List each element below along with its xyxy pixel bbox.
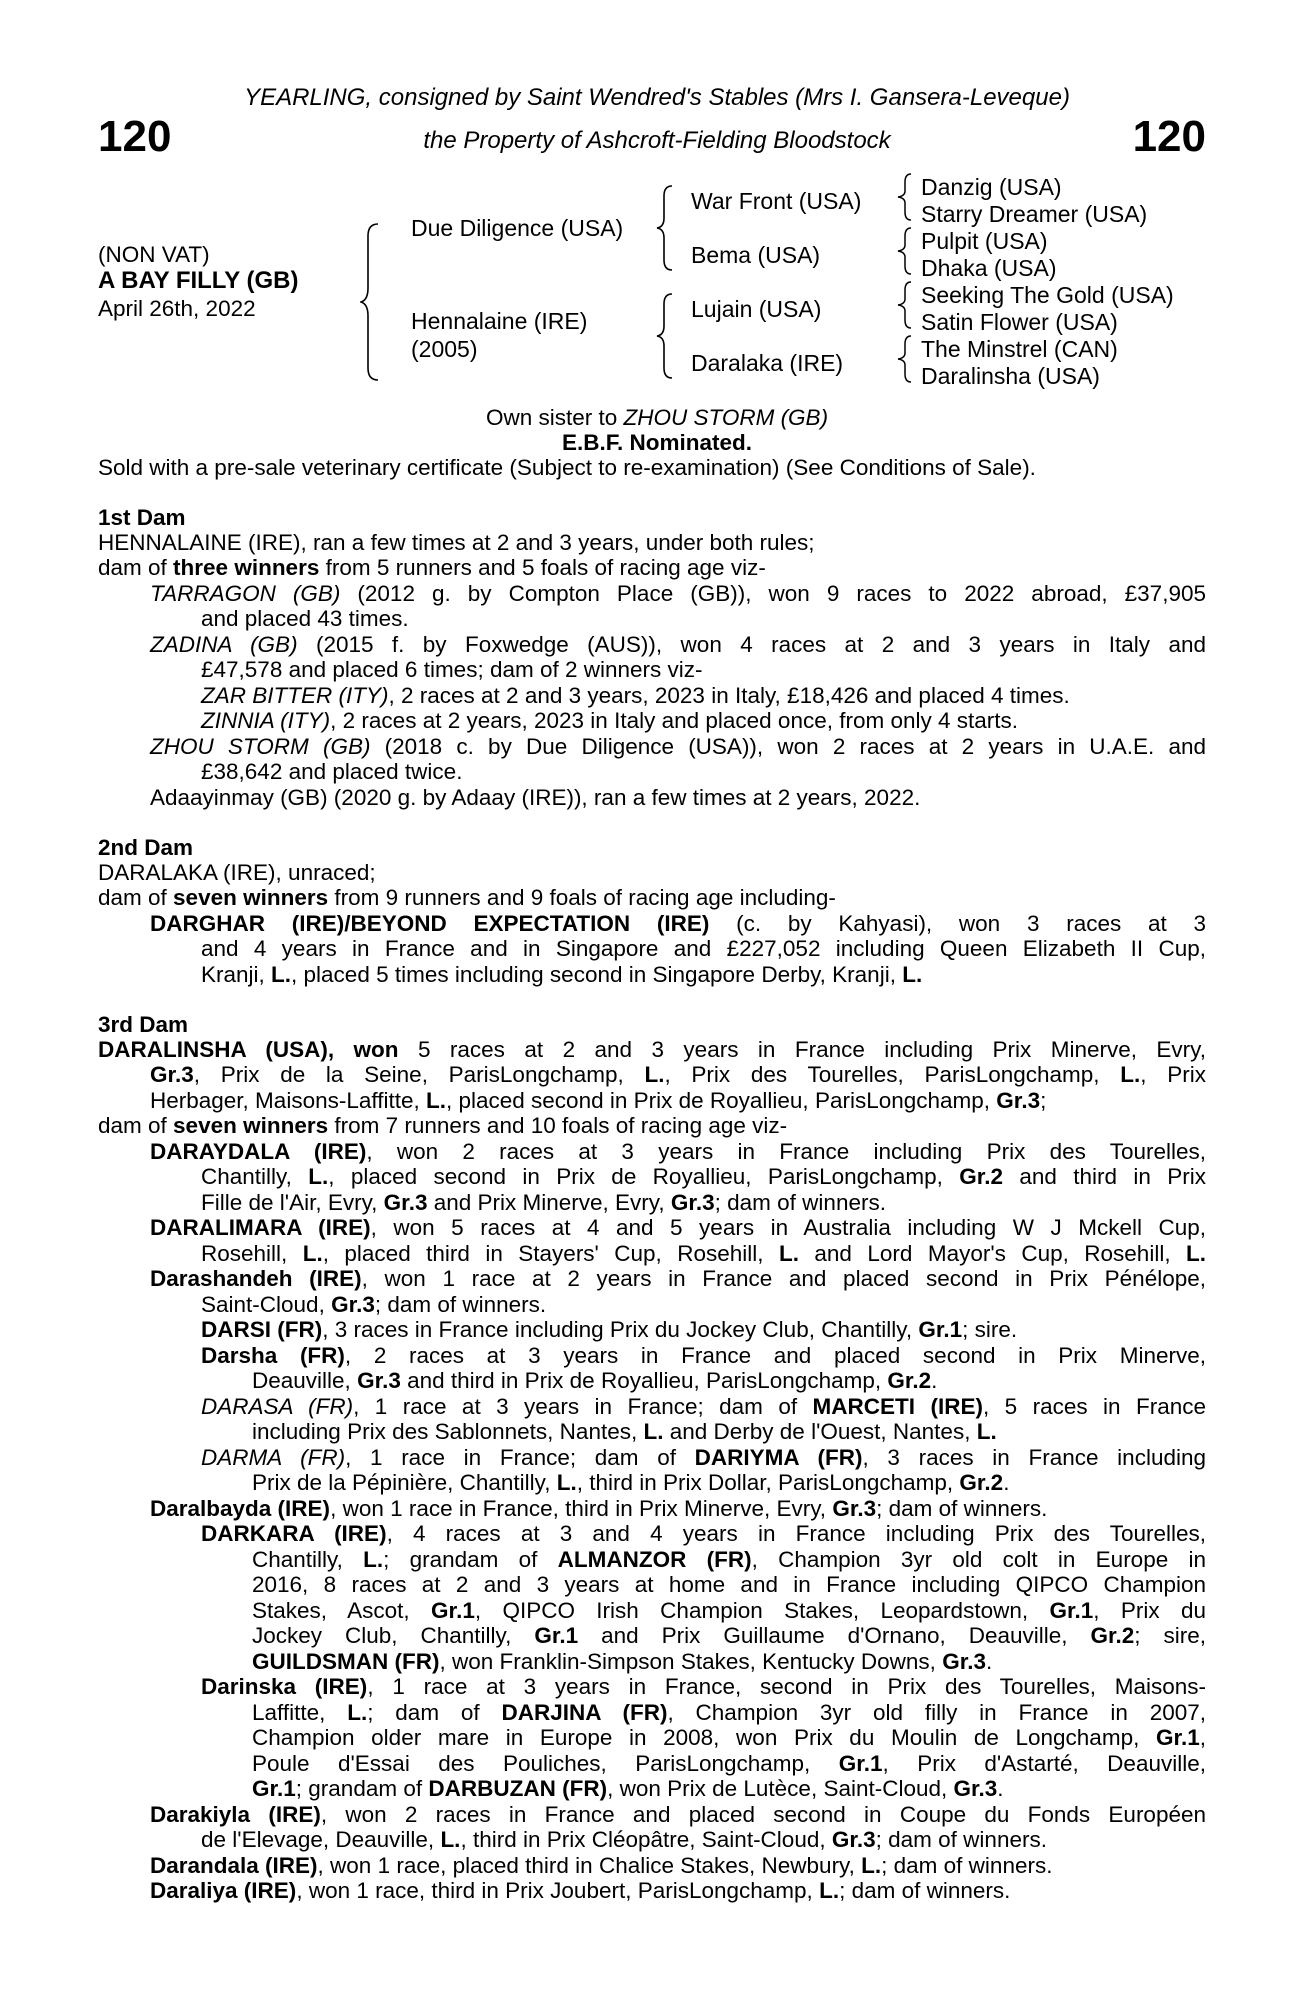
pedigree-brace-main bbox=[360, 222, 390, 382]
zadina-line1: ZADINA (GB) (2015 f. by Foxwedge (AUS)), won 4 races at 2 and 3 years in Italy and bbox=[150, 632, 1206, 657]
darinska-line3: Champion older mare in Europe in 2008, won Prix du Moulin de Longchamp, Gr.1, bbox=[252, 1725, 1206, 1750]
pedigree-sire: Due Diligence (USA) bbox=[411, 215, 624, 241]
pedigree-brace-ds bbox=[897, 280, 917, 330]
pedigree-ssd: Starry Dreamer (USA) bbox=[921, 201, 1148, 227]
pedigree-dam: Hennalaine (IRE) bbox=[411, 308, 588, 334]
daraydala-line1: DARAYDALA (IRE), won 2 races at 3 years in France including Prix des Tourelles, bbox=[150, 1139, 1206, 1164]
second-dam-intro: DARALAKA (IRE), unraced; bbox=[98, 860, 376, 885]
daralimara-line2: Rosehill, L., placed third in Stayers' Cup, Rosehill, L. and Lord Mayor's Cup, Rosehill, L. bbox=[201, 1241, 1206, 1266]
third-dam-produce-summary: dam of seven winners from 7 runners and 10 foals of racing age viz- bbox=[98, 1113, 788, 1138]
daraliya-line: Daraliya (IRE), won 1 race, third in Prix Joubert, ParisLongchamp, L.; dam of winners. bbox=[150, 1878, 1011, 1903]
pedigree-dam-year: (2005) bbox=[411, 336, 478, 362]
darasa-line1: DARASA (FR), 1 race at 3 years in France; dam of MARCETI (IRE), 5 races in France bbox=[201, 1394, 1207, 1419]
pedigree-dam-dam: Daralaka (IRE) bbox=[691, 350, 844, 376]
darma-line2: Prix de la Pépinière, Chantilly, L., third in Prix Dollar, ParisLongchamp, Gr.2. bbox=[252, 1470, 1010, 1495]
zadina-line2: £47,578 and placed 6 times; dam of 2 winners viz- bbox=[201, 657, 703, 682]
darsi-line: DARSI (FR), 3 races in France including Prix du Jockey Club, Chantilly, Gr.1; sire. bbox=[201, 1317, 1018, 1342]
foaling-date: April 26th, 2022 bbox=[98, 296, 256, 321]
daralbayda-line: Daralbayda (IRE), won 1 race in France, third in Prix Minerve, Evry, Gr.3; dam of winners. bbox=[150, 1496, 1048, 1521]
tarragon-line2: and placed 43 times. bbox=[201, 606, 409, 631]
darghar-line1: DARGHAR (IRE)/BEYOND EXPECTATION (IRE) (c. by Kahyasi), won 3 races at 3 bbox=[150, 911, 1206, 936]
pedigree-dam-sire: Lujain (USA) bbox=[691, 296, 822, 322]
daraydala-line3: Fille de l'Air, Evry, Gr.3 and Prix Minerve, Evry, Gr.3; dam of winners. bbox=[201, 1190, 886, 1215]
daraydala-line2: Chantilly, L., placed second in Prix de Royallieu, ParisLongchamp, Gr.2 and third in Prix bbox=[201, 1164, 1206, 1189]
zar-bitter-line: ZAR BITTER (ITY), 2 races at 2 and 3 years, 2023 in Italy, £18,426 and placed 4 times. bbox=[201, 683, 1070, 708]
pedigree-brace-dd bbox=[897, 334, 917, 384]
darakiyla-line1: Darakiyla (IRE), won 2 races in France and placed second in Coupe du Fonds Européen bbox=[150, 1802, 1207, 1827]
darakiyla-line2: de l'Elevage, Deauville, L., third in Prix Cléopâtre, Saint-Cloud, Gr.3; dam of winners. bbox=[201, 1827, 1047, 1852]
pedigree-brace-ss bbox=[897, 172, 917, 222]
ebf-note: E.B.F. Nominated. bbox=[561, 430, 753, 455]
third-dam-heading: 3rd Dam bbox=[98, 1012, 189, 1037]
pedigree-sire-sire: War Front (USA) bbox=[691, 188, 862, 214]
adaayinmay-line: Adaayinmay (GB) (2020 g. by Adaay (IRE)), ran a few times at 2 years, 2022. bbox=[150, 785, 921, 810]
pedigree-brace-sd bbox=[897, 226, 917, 276]
pedigree-dds: The Minstrel (CAN) bbox=[921, 336, 1118, 362]
darghar-line2: and 4 years in France and in Singapore and £227,052 including Queen Elizabeth II Cup, bbox=[201, 936, 1206, 961]
pedigree-sss: Danzig (USA) bbox=[921, 174, 1062, 200]
vet-note: Sold with a pre-sale veterinary certificate (Subject to re-examination) (See Conditions of Sale). bbox=[98, 455, 1036, 480]
darkara-line1: DARKARA (IRE), 4 races at 3 and 4 years in France including Prix des Tourelles, bbox=[201, 1521, 1206, 1546]
zinnia-line: ZINNIA (ITY), 2 races at 2 years, 2023 in Italy and placed once, from only 4 starts. bbox=[201, 708, 1019, 733]
darsha-line1: Darsha (FR), 2 races at 3 years in France and placed second in Prix Minerve, bbox=[201, 1343, 1206, 1368]
pedigree-ddd: Daralinsha (USA) bbox=[921, 363, 1100, 389]
pedigree-brace-sire bbox=[656, 184, 678, 272]
second-dam-produce-summary: dam of seven winners from 9 runners and 9 foals of racing age including- bbox=[98, 885, 836, 910]
darandala-line: Darandala (IRE), won 1 race, placed third in Chalice Stakes, Newbury, L.; dam of winners. bbox=[150, 1853, 1053, 1878]
darinska-line5: Gr.1; grandam of DARBUZAN (FR), won Prix de Lutèce, Saint-Cloud, Gr.3. bbox=[252, 1776, 1004, 1801]
daralinsha-line1: DARALINSHA (USA), won 5 races at 2 and 3 years in France including Prix Minerve, Evry, bbox=[98, 1037, 1207, 1062]
first-dam-intro: HENNALAINE (IRE), ran a few times at 2 and 3 years, under both rules; bbox=[98, 530, 815, 555]
darkara-line2: Chantilly, L.; grandam of ALMANZOR (FR), Champion 3yr old colt in Europe in bbox=[252, 1547, 1206, 1572]
horse-name: A BAY FILLY (GB) bbox=[98, 267, 299, 294]
darsha-line2: Deauville, Gr.3 and third in Prix de Royallieu, ParisLongchamp, Gr.2. bbox=[252, 1368, 938, 1393]
pedigree-dss: Seeking The Gold (USA) bbox=[921, 282, 1174, 308]
daralimara-line1: DARALIMARA (IRE), won 5 races at 4 and 5 years in Australia including W J Mckell Cup, bbox=[150, 1215, 1206, 1240]
tarragon-line1: TARRAGON (GB) (2012 g. by Compton Place (GB)), won 9 races to 2022 abroad, £37,905 bbox=[150, 581, 1206, 606]
darkara-line5: Jockey Club, Chantilly, Gr.1 and Prix Guillaume d'Ornano, Deauville, Gr.2; sire, bbox=[252, 1623, 1206, 1648]
lot-number-left: 120 bbox=[98, 112, 172, 161]
darinska-line4: Poule d'Essai des Pouliches, ParisLongchamp, Gr.1, Prix d'Astarté, Deauville, bbox=[252, 1751, 1206, 1776]
darashandeh-line2: Saint-Cloud, Gr.3; dam of winners. bbox=[201, 1292, 547, 1317]
darkara-line6: GUILDSMAN (FR), won Franklin-Simpson Stakes, Kentucky Downs, Gr.3. bbox=[252, 1649, 993, 1674]
pedigree-sdd: Dhaka (USA) bbox=[921, 255, 1057, 281]
lot-number-right: 120 bbox=[1132, 112, 1206, 161]
zhou-storm-line1: ZHOU STORM (GB) (2018 c. by Due Diligence (USA)), won 2 races at 2 years in U.A.E. and bbox=[150, 734, 1207, 759]
pedigree-dsd: Satin Flower (USA) bbox=[921, 309, 1118, 335]
darkara-line4: Stakes, Ascot, Gr.1, QIPCO Irish Champion Stakes, Leopardstown, Gr.1, Prix du bbox=[252, 1598, 1206, 1623]
daralinsha-line3: Herbager, Maisons-Laffitte, L., placed second in Prix de Royallieu, ParisLongchamp, Gr.3; bbox=[150, 1088, 1047, 1113]
vat-status: (NON VAT) bbox=[98, 242, 210, 267]
second-dam-heading: 2nd Dam bbox=[98, 835, 194, 860]
darma-line1: DARMA (FR), 1 race in France; dam of DARIYMA (FR), 3 races in France including bbox=[201, 1445, 1206, 1470]
own-sister-note: Own sister to ZHOU STORM (GB) bbox=[485, 405, 829, 430]
pedigree-sds: Pulpit (USA) bbox=[921, 228, 1048, 254]
first-dam-produce-summary: dam of three winners from 5 runners and 5 foals of racing age viz- bbox=[98, 555, 766, 580]
consignor-line: YEARLING, consigned by Saint Wendred's Stables (Mrs I. Gansera-Leveque) bbox=[244, 84, 1070, 111]
property-line: the Property of Ashcroft-Fielding Bloodstock bbox=[423, 127, 891, 154]
darasa-line2: including Prix des Sablonnets, Nantes, L. and Derby de l'Ouest, Nantes, L. bbox=[252, 1419, 997, 1444]
first-dam-heading: 1st Dam bbox=[98, 505, 186, 530]
darkara-line3: 2016, 8 races at 2 and 3 years at home and in France including QIPCO Champion bbox=[252, 1572, 1206, 1597]
zhou-storm-line2: £38,642 and placed twice. bbox=[201, 759, 463, 784]
darinska-line2: Laffitte, L.; dam of DARJINA (FR), Champion 3yr old filly in France in 2007, bbox=[252, 1700, 1206, 1725]
daralinsha-line2: Gr.3, Prix de la Seine, ParisLongchamp, L., Prix des Tourelles, ParisLongchamp, L., Prix bbox=[150, 1062, 1206, 1087]
darinska-line1: Darinska (IRE), 1 race at 3 years in France, second in Prix des Tourelles, Maisons- bbox=[201, 1674, 1206, 1699]
pedigree-brace-dam bbox=[656, 292, 678, 380]
darashandeh-line1: Darashandeh (IRE), won 1 race at 2 years in France and placed second in Prix Pénélope, bbox=[150, 1266, 1206, 1291]
pedigree-sire-dam: Bema (USA) bbox=[691, 242, 821, 268]
darghar-line3: Kranji, L., placed 5 times including second in Singapore Derby, Kranji, L. bbox=[201, 962, 923, 987]
